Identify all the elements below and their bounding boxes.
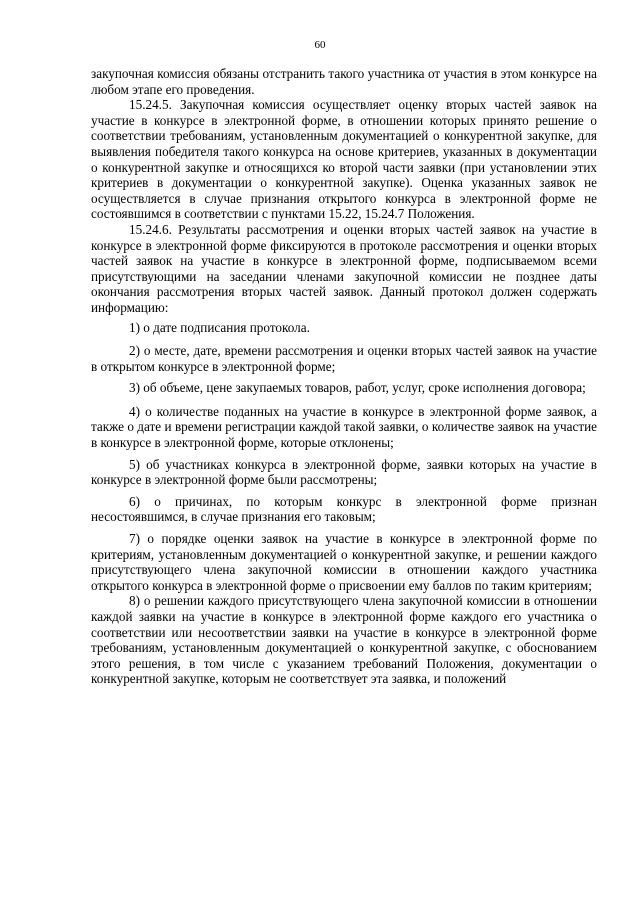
list-item-5: 5) об участниках конкурса в электронной форме, заявки которых на участие в конкурсе в электронной форме были рассмотрены; (91, 456, 597, 488)
list-item-3: 3) об объеме, цене закупаемых товаров, работ, услуг, сроке исполнения договора; (129, 380, 586, 396)
page-number: 60 (314, 39, 326, 51)
list-item-7: 7) о порядке оценки заявок на участие в конкурсе в электронной форме по критериям, установленным документацией о конкурентной закупке, и решении каждого присутствующего члена закупочной комиссии в отношении каждого участника открытого конкурса в электронной форме о присвоении ему баллов по таким критериям; (91, 531, 597, 593)
list-item-8: 8) о решении каждого присутствующего члена закупочной комиссии в отношении каждой заявки на участие в конкурсе в электронной форме каждого его участника о соответствии или несоответствии заявки на участие в конкурсе в электронной форме требованиям, установленным документацией о конкурентной закупке, с обоснованием этого решения, в том числе с указанием требований Положения, документации о конкурентной закупке, которым не соответствует эта заявка, и положений (91, 593, 597, 687)
document-body (91, 66, 597, 687)
list-item-6: 6) о причинах, по которым конкурс в электронной форме признан несостоявшимся, в случае признания его таковым; (91, 493, 597, 525)
list-item-1: 1) о дате подписания протокола. (129, 319, 310, 335)
paragraph-continuation: закупочная комиссия обязаны отстранить такого участника от участия в этом конкурсе на любом этапе его проведения. (91, 66, 597, 97)
list-item-4: 4) о количестве поданных на участие в конкурсе в электронной форме заявок, а также о дате и времени регистрации каждой такой заявки, о количестве заявок на участие в конкурсе в электронной форме, которые отклонены; (91, 403, 597, 451)
list-item-2: 2) о месте, дате, времени рассмотрения и оценки вторых частей заявок на участие в открытом конкурсе в электронной форме; (91, 343, 597, 374)
paragraph-clause-15-24-5: 15.24.5. Закупочная комиссия осуществляет оценку вторых частей заявок на участие в конкурсе в электронной форме, в отношении которых принято решение о соответствии требованиям, установленным документацией о конкурентной закупке, для выявления победителя такого конкурса на основе критериев, указанных в документации о конкурентной закупке и относящихся ко второй части заявки (при установлении этих критериев в документации о конкурентной закупке). Оценка указанных заявок не осуществляется в случае признания открытого конкурса в электронной форме не состоявшимся в соответствии с пунктами 15.22, 15.24.7 Положения. (91, 97, 597, 222)
paragraph-clause-15-24-6: 15.24.6. Результаты рассмотрения и оценки вторых частей заявок на участие в конкурсе в электронной форме фиксируются в протоколе рассмотрения и оценки вторых частей заявок на участие в конкурсе в электронной форме, подписываемом всеми присутствующими на заседании членами закупочной комиссии не позднее даты окончания рассмотрения вторых частей заявок. Данный протокол должен содержать информацию: (91, 221, 597, 315)
